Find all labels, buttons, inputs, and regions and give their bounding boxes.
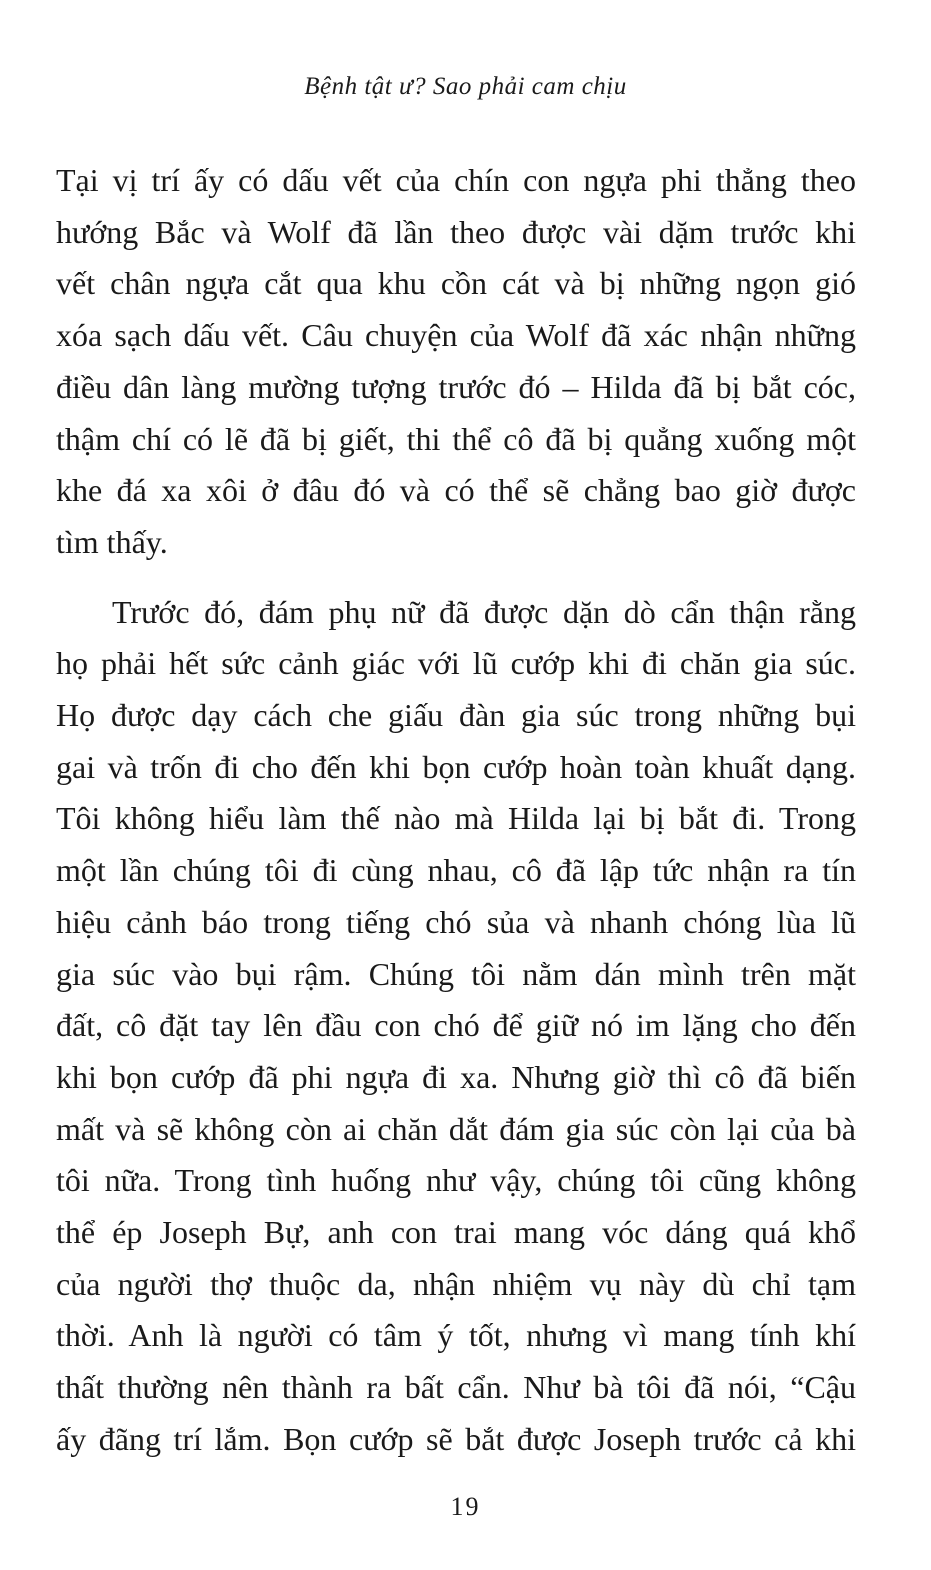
text-line: của người thợ thuộc da, nhận nhiệm vụ này dù chỉ tạm — [56, 1265, 856, 1302]
text-line: vết chân ngựa cắt qua khu cồn cát và bị những ngọn gió — [56, 265, 856, 302]
text-line: hiệu cảnh báo trong tiếng chó sủa và nhanh chóng lùa lũ — [56, 903, 856, 940]
text-line: đất, cô đặt tay lên đầu con chó để giữ nó im lặng cho đến — [56, 1007, 856, 1044]
text-line: Họ được dạy cách che giấu đàn gia súc trong những bụi — [56, 697, 856, 734]
text-line: họ phải hết sức cảnh giác với lũ cướp khi đi chăn gia súc. — [56, 645, 856, 682]
text-line: tìm thấy. — [56, 523, 168, 560]
text-line: Tại vị trí ấy có dấu vết của chín con ngựa phi thẳng theo — [56, 162, 856, 198]
text-line: Trước đó, đám phụ nữ đã được dặn dò cẩn thận rằng — [112, 593, 856, 630]
running-header: Bệnh tật ư? Sao phải cam chịu — [304, 73, 627, 100]
text-line: khe đá xa xôi ở đâu đó và có thể sẽ chẳng bao giờ được — [56, 472, 856, 509]
text-line: gia súc vào bụi rậm. Chúng tôi nằm dán mình trên mặt — [56, 955, 856, 992]
text-line: điều dân làng mường tượng trước đó – Hilda đã bị bắt cóc, — [56, 368, 856, 405]
text-line: tôi nữa. Trong tình huống như vậy, chúng tôi cũng không — [56, 1162, 856, 1199]
text-line: ấy đãng trí lắm. Bọn cướp sẽ bắt được Joseph trước cả khi — [56, 1420, 856, 1457]
text-line: hướng Bắc và Wolf đã lần theo được vài dặm trước khi — [56, 213, 856, 250]
text-line: thể ép Joseph Bự, anh con trai mang vóc dáng quá khổ — [56, 1214, 856, 1251]
text-line: xóa sạch dấu vết. Câu chuyện của Wolf đã xác nhận những — [56, 317, 856, 354]
text-line: một lần chúng tôi đi cùng nhau, cô đã lập tức nhận ra tín — [56, 852, 856, 889]
text-line: khi bọn cướp đã phi ngựa đi xa. Nhưng giờ thì cô đã biến — [56, 1058, 856, 1095]
text-line: thất thường nên thành ra bất cẩn. Như bà tôi đã nói, “Cậu — [56, 1369, 856, 1406]
paragraph — [56, 587, 856, 1466]
text-line: gai và trốn đi cho đến khi bọn cướp hoàn toàn khuất dạng. — [56, 748, 856, 785]
text-line: mất và sẽ không còn ai chăn dắt đám gia súc còn lại của bà — [56, 1110, 856, 1147]
text-line: Tôi không hiểu làm thế nào mà Hilda lại bị bắt đi. Trong — [56, 800, 856, 837]
text-line: thậm chí có lẽ đã bị giết, thi thể cô đã bị quẳng xuống một — [56, 420, 856, 457]
page-number: 19 — [450, 1492, 481, 1521]
body-text — [56, 155, 856, 1466]
text-line: thời. Anh là người có tâm ý tốt, nhưng vì mang tính khí — [56, 1317, 856, 1354]
paragraph — [56, 155, 856, 569]
